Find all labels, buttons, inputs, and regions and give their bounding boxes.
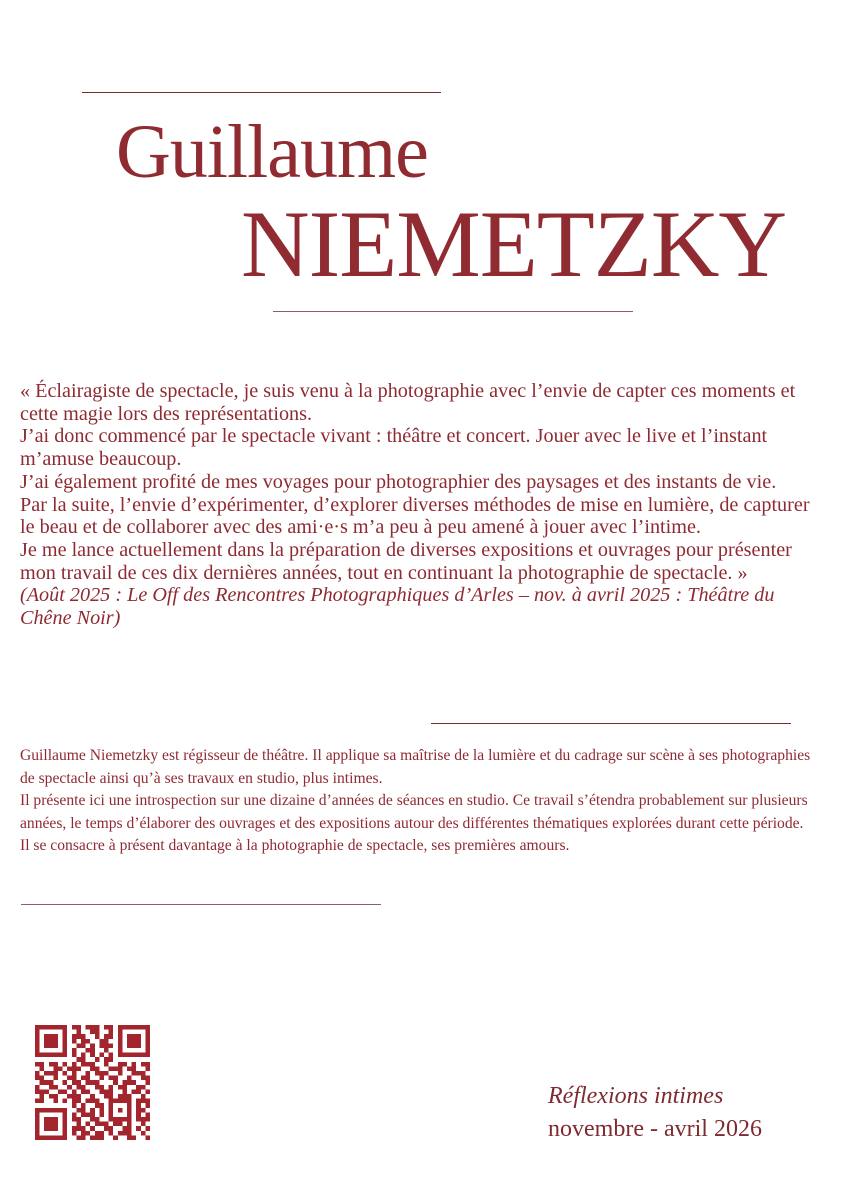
bio-paragraph: Il présente ici une introspection sur une dizaine d’années de séances en studio. Ce travail s’étendra probablement sur plusieurs années, le temps d’élaborer des ouvrages et des expositions autour des différentes thématiques explorées durant cette période. [20, 792, 808, 832]
quote-divider-rule [431, 723, 791, 724]
bio-paragraph: Guillaume Niemetzky est régisseur de théâtre. Il applique sa maîtrise de la lumière et du cadrage sur scène à ses photographies de spectacle ainsi qu’à ses travaux en studio, plus intimes. [20, 747, 811, 787]
artist-last-name: NIEMETZKY [241, 191, 787, 297]
top-rule-left [82, 92, 441, 93]
qr-code-icon[interactable] [35, 1025, 150, 1140]
exhibition-history-note: (Août 2025 : Le Off des Rencontres Photographiques d’Arles – nov. à avril 2025 : Théâtre du Chêne Noir) [20, 584, 775, 630]
quote-paragraph: J’ai donc commencé par le spectacle vivant : théâtre et concert. Jouer avec le live et l’instant m’amuse beaucoup. [20, 425, 768, 471]
quote-paragraph: Par la suite, l’envie d’expérimenter, d’explorer diverses méthodes de mise en lumière, de capturer le beau et de collaborer avec des ami·e·s m’a peu à peu amené à jouer avec l’intime. [20, 493, 810, 539]
exhibition-title: Réflexions intimes [548, 1083, 724, 1109]
quote-paragraph: « Éclairagiste de spectacle, je suis venu à la photographie avec l’envie de capter ces moments et cette magie lors des représentations. [20, 380, 796, 425]
bio-paragraph: Il se consacre à présent davantage à la photographie de spectacle, ses premières amours. [20, 837, 570, 854]
artist-quote [20, 380, 820, 630]
exhibition-dates: novembre - avril 2026 [548, 1116, 762, 1142]
artist-bio [20, 745, 820, 858]
title-underline-rule [273, 311, 633, 312]
bio-divider-rule [21, 904, 381, 905]
quote-paragraph: J’ai également profité de mes voyages pour photographier des paysages et des instants de vie. [20, 470, 777, 493]
artist-first-name: Guillaume [116, 110, 428, 194]
exhibition-info [548, 1080, 762, 1146]
quote-paragraph: Je me lance actuellement dans la préparation de diverses expositions et ouvrages pour présenter mon travail de ces dix dernières années, tout en continuant la photographie de spectacle. » [20, 538, 792, 584]
